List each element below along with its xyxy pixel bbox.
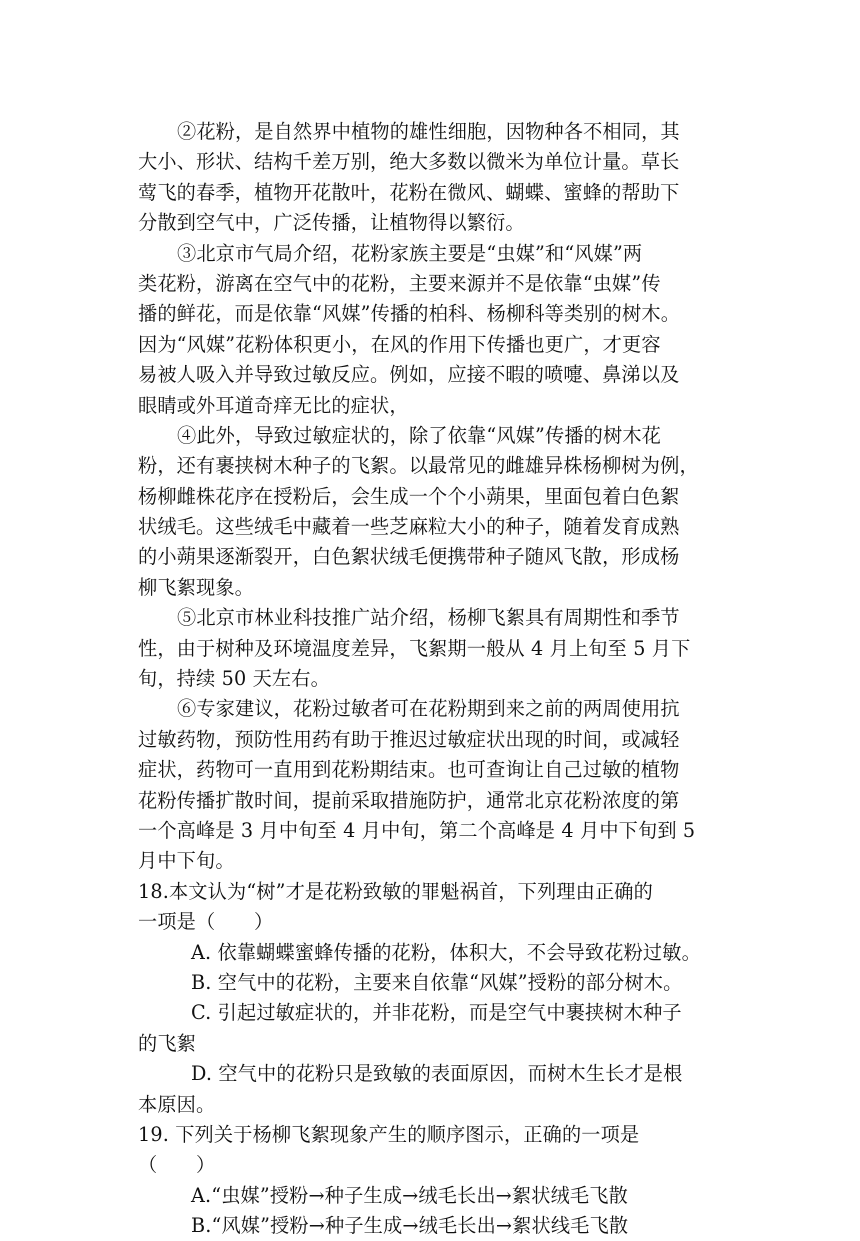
question-stem: 19. 下列关于杨柳飞絮现象产生的顺序图示，正确的一项是	[138, 1122, 640, 1146]
paragraph-line: 一个高峰是 3 月中旬至 4 月中旬，第二个高峰是 4 月中下旬到 5	[138, 818, 696, 842]
option-a: A. 依靠蝴蝶蜜蜂传播的花粉，体积大，不会导致花粉过敏。	[191, 940, 701, 964]
paragraph-line: 杨柳雌株花序在授粉后，会生成一个个小蒴果，里面包着白色絮	[138, 484, 680, 508]
paragraph-line: 花粉传播扩散时间，提前采取措施防护，通常北京花粉浓度的第	[138, 788, 680, 812]
paragraph-5	[138, 603, 718, 694]
option-c: C. 引起过敏症状的，并非花粉，而是空气中裹挟树木种子	[191, 1001, 682, 1025]
paragraph-line: 月中下旬。	[138, 849, 235, 873]
paragraph-line: 旬，持续 50 天左右。	[138, 667, 330, 691]
paragraph-2	[138, 117, 718, 239]
paragraph-line: 分散到空气中，广泛传播，让植物得以繁衍。	[138, 211, 525, 235]
paragraph-line: 过敏药物，预防性用药有助于推迟过敏症状出现的时间，或减轻	[138, 727, 680, 751]
option-b: B.“风媒”授粉→种子生成→绒毛长出→絮状线毛飞散	[191, 1214, 629, 1238]
question-19	[138, 1120, 718, 1241]
paragraph-3	[138, 239, 718, 421]
paragraph-line: 类花粉，游离在空气中的花粉，主要来源并不是依靠“虫媒”传	[138, 271, 661, 295]
paragraph-line: 的小蒴果逐渐裂开，白色絮状绒毛便携带种子随风飞散，形成杨	[138, 545, 680, 569]
question-stem: 18.本文认为“树”才是花粉致敏的罪魁祸首，下列理由正确的	[138, 879, 653, 903]
option-a: A.“虫媒”授粉→种子生成→绒毛长出→絮状绒毛飞散	[191, 1183, 628, 1207]
paragraph-line: 因为“风媒”花粉体积更小，在风的作用下传播也更广，才更容	[138, 332, 661, 356]
option-c-continuation: 的飞絮	[138, 1031, 197, 1055]
paragraph-line: 大小、形状、结构千差万别，绝大多数以微米为单位计量。草长	[138, 150, 680, 174]
question-18	[138, 877, 718, 1120]
paragraph-4	[138, 421, 718, 603]
option-d: D. 空气中的花粉只是致敏的表面原因，而树木生长才是根	[191, 1062, 683, 1086]
paragraph-6	[138, 694, 718, 876]
document-page	[138, 117, 718, 1241]
option-d-continuation: 本原因。	[138, 1092, 216, 1116]
question-stem: 一项是（ ）	[138, 910, 274, 934]
paragraph-line: ③北京市气局介绍，花粉家族主要是“虫媒”和“风媒”两	[177, 241, 643, 265]
paragraph-line: ②花粉，是自然界中植物的雄性细胞，因物种各不相同，其	[177, 120, 680, 143]
paragraph-line: ⑤北京市林业科技推广站介绍，杨柳飞絮具有周期性和季节	[177, 606, 680, 630]
paragraph-line: 状绒毛。这些绒毛中藏着一些芝麻粒大小的种子，随着发育成熟	[138, 515, 680, 539]
paragraph-line: 症状，药物可一直用到花粉期结束。也可查询让自己过敏的植物	[138, 758, 680, 782]
paragraph-line: 播的鲜花，而是依靠“风媒”传播的柏科、杨柳科等类别的树木。	[138, 302, 681, 326]
paragraph-line: ④此外，导致过敏症状的，除了依靠“风媒”传播的树木花	[177, 423, 662, 447]
paragraph-line: 粉，还有裹挟树木种子的飞絮。以最常见的雌雄异株杨柳树为例，	[138, 454, 699, 478]
paragraph-line: ⑥专家建议，花粉过敏者可在花粉期到来之前的两周使用抗	[177, 697, 680, 721]
paragraph-line: 莺飞的春季，植物开花散叶，花粉在微风、蝴蝶、蜜蜂的帮助下	[138, 180, 680, 204]
paragraph-line: 眼睛或外耳道奇痒无比的症状，	[138, 393, 409, 417]
paragraph-line: 柳飞絮现象。	[138, 575, 255, 599]
paragraph-line: 性，由于树种及环境温度差异，飞絮期一般从 4 月上旬至 5 月下	[138, 636, 691, 660]
option-b: B. 空气中的花粉，主要来自依靠“风媒”授粉的部分树木。	[191, 970, 683, 994]
paragraph-line: 易被人吸入并导致过敏反应。例如，应接不暇的喷嚏、鼻涕以及	[138, 363, 680, 387]
question-stem: （ ）	[138, 1153, 216, 1177]
